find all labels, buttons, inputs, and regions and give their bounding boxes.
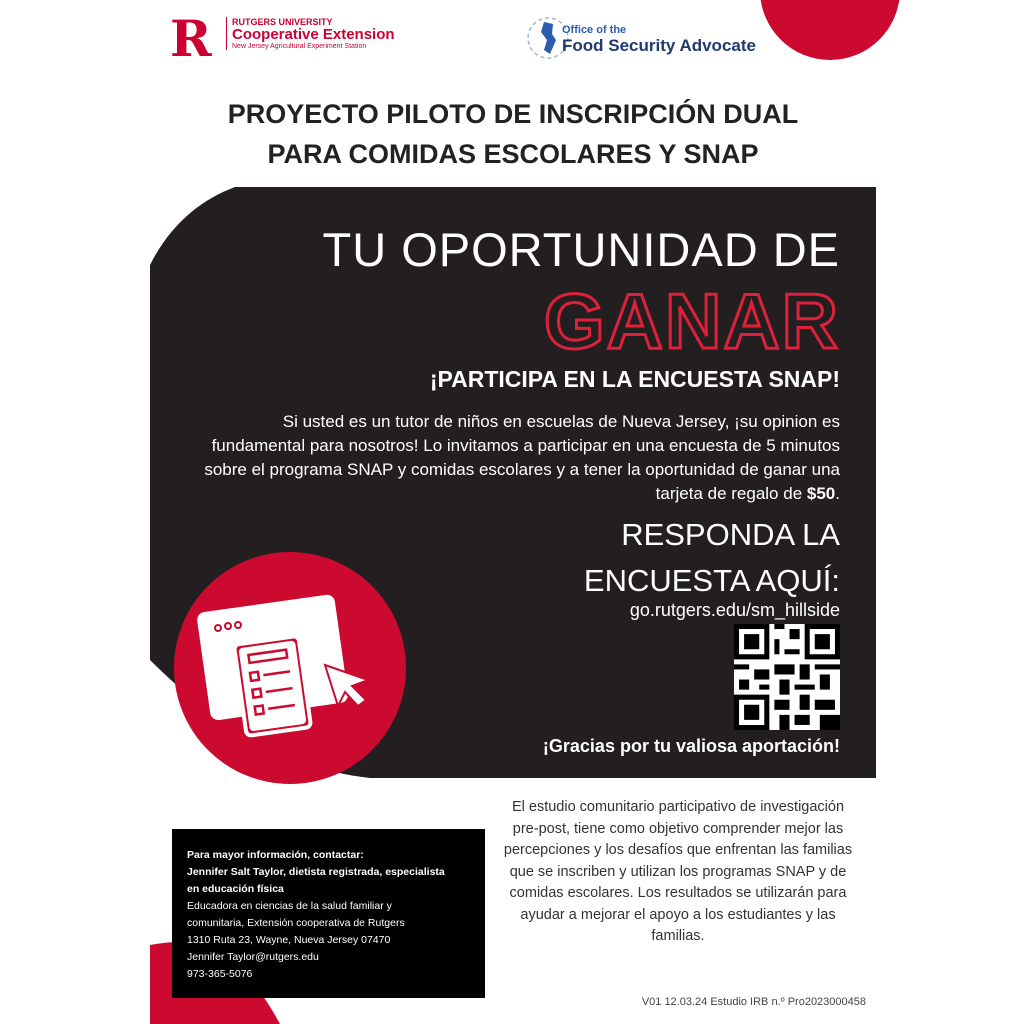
contact-line: Educadora en ciencias de la salud familiar y	[187, 900, 392, 912]
rutgers-logo-text	[226, 17, 395, 50]
contact-phone[interactable]: 973-365-5076	[187, 968, 253, 980]
contact-email[interactable]: Jennifer Taylor@rutgers.edu	[187, 951, 319, 963]
responda-line1: RESPONDA LA	[621, 517, 840, 552]
ofsa-line1: Office of the	[562, 24, 627, 36]
contact-line: Jennifer Salt Taylor, dietista registrada, especialista	[187, 866, 445, 878]
page-title	[150, 94, 876, 174]
period: .	[835, 484, 840, 503]
contact-line: 1310 Ruta 23, Wayne, Nueva Jersey 07470	[187, 934, 391, 946]
contact-line: en educación física	[187, 883, 284, 895]
contact-heading: Para mayor información, contactar:	[187, 849, 364, 861]
invitation-paragraph	[200, 410, 840, 506]
rutgers-university: RUTGERS UNIVERSITY	[232, 17, 333, 27]
thanks-message: ¡Gracias por tu valiosa aportación!	[542, 736, 840, 756]
top-right-red-circle	[760, 0, 900, 60]
contact-line: comunitaria, Extensión cooperativa de Rutgers	[187, 917, 405, 929]
study-description: El estudio comunitario participativo de investigación pre-post, tiene como objetivo comprender mejor las percepciones y los desafíos que enfrentan las familias que se inscriben y utilizan los programas SNAP y de comidas escolares. Los resultados se utilizarán para ayudar a mejorar el apoyo a los estudiantes y las familias.	[503, 799, 853, 944]
survey-link[interactable]: go.rutgers.edu/sm_hillside	[629, 600, 840, 620]
paragraph-text: Si usted es un tutor de niños en escuelas de Nueva Jersey, ¡su opinion es fundamental para nosotros! Lo invitamos a participar en una encuesta de 5 minutos sobre el programa SNAP y comidas escolares y a tener la oportunidad de ganar una tarjeta de regalo de	[204, 412, 840, 503]
footer-irb: V01 12.03.24 Estudio IRB n.º Pro2023000458	[641, 996, 866, 1008]
gift-amount: $50	[806, 484, 836, 503]
contact-box	[172, 829, 485, 998]
ganar-headline: GANAR	[544, 277, 840, 365]
responda-line2: ENCUESTA AQUÍ:	[583, 563, 840, 598]
responda-heading	[584, 512, 840, 604]
title-line1: PROYECTO PILOTO DE INSCRIPCIÓN DUAL	[227, 99, 799, 129]
ofsa-line2: Food Security Advocate	[562, 36, 756, 55]
qr-code[interactable]	[734, 624, 840, 730]
headline: TU OPORTUNIDAD DE	[322, 223, 840, 276]
njaes: New Jersey Agricultural Experiment Station	[232, 43, 367, 50]
title-line2: PARA COMIDAS ESCOLARES Y SNAP	[267, 139, 759, 169]
participa-heading: ¡PARTICIPA EN LA ENCUESTA SNAP!	[429, 366, 840, 392]
rutgers-r-logo: R	[170, 9, 212, 68]
cooperative-extension: Cooperative Extension	[232, 26, 395, 43]
